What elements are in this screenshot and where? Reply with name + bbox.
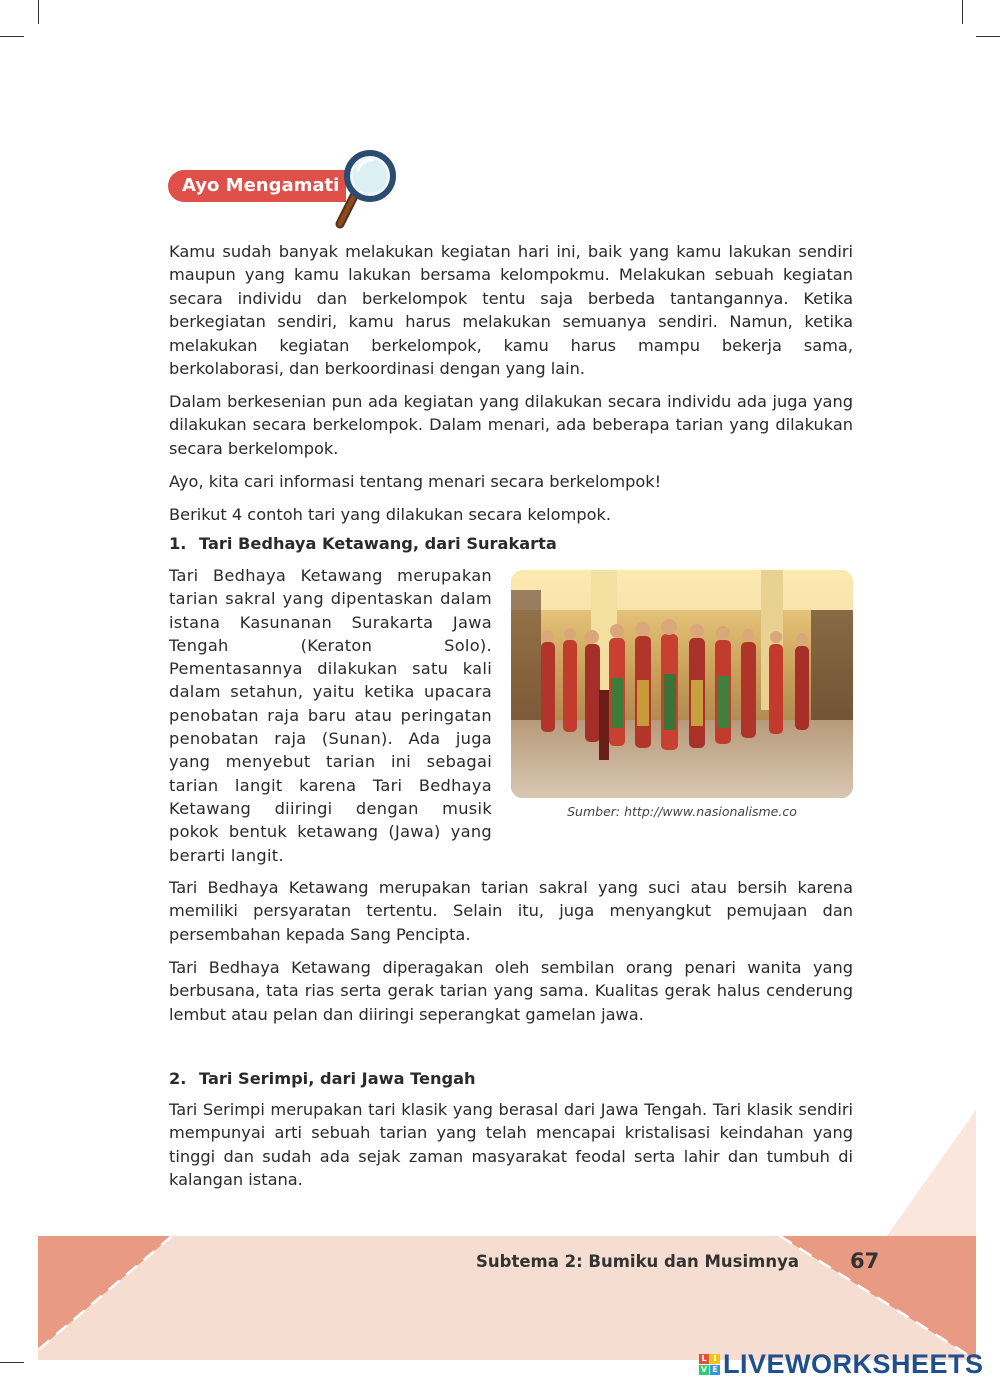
logo-letter: V xyxy=(700,1364,708,1374)
footer-subtema: Subtema 2: Bumiku dan Musimnya xyxy=(476,1252,799,1271)
photo-caption: Sumber: http://www.nasionalisme.co xyxy=(567,804,797,819)
paragraph: Tari Serimpi merupakan tari klasik yang berasal dari Jawa Tengah. Tari klasik sendiri mempunyai arti sebuah tarian yang telah mencapai kristalisasi keindahan yang tinggi dan sudah ada sejak zaman masyarakat feodal serta lahir dan tumbuh di kalangan istana. xyxy=(169,1100,853,1190)
paragraph: Ayo, kita cari informasi tentang menari secara berkelompok! xyxy=(169,471,662,491)
liveworksheets-logo[interactable] xyxy=(699,1346,984,1382)
paragraph: Dalam berkesenian pun ada kegiatan yang dilakukan secara individu ada juga yang dilakukan secara berkelompok. Dalam menari, ada beberapa tarian yang dilakukan secara berkelompok. xyxy=(169,391,853,458)
logo-letter: L xyxy=(699,1354,709,1364)
section-number: 1. xyxy=(169,534,187,553)
logo-grid-icon xyxy=(699,1354,720,1375)
paragraph: Tari Bedhaya Ketawang diperagakan oleh sembilan orang penari wanita yang berbusana, tata rias serta gerak tarian yang sama. Kualitas gerak halus cenderung lembut atau pelan dan diiringi seperangkat gamelan jawa. xyxy=(169,957,853,1024)
paragraph: Kamu sudah banyak melakukan kegiatan hari ini, baik yang kamu lakukan sendiri maupun yang kamu lakukan bersama kelompokmu. Melakukan sebuah kegiatan secara individu dan berkelompok tentu saja berbeda tantangannya. Ketika berkegiatan sendiri, kamu harus melakukan semuanya sendiri. Namun, ketika melakukan kegiatan berkelompok, kamu harus mampu bekerja sama, berkolaborasi, dan berkoordinasi dengan yang lain. xyxy=(169,242,853,379)
section-title: Tari Bedhaya Ketawang, dari Surakarta xyxy=(199,534,557,553)
page-number: 67 xyxy=(850,1249,880,1273)
paragraph: Berikut 4 contoh tari yang dilakukan secara kelompok. xyxy=(169,504,612,524)
logo-text: LIVEWORKSHEETS xyxy=(723,1348,984,1379)
section-title: Tari Serimpi, dari Jawa Tengah xyxy=(199,1069,476,1088)
section-header: Ayo Mengamati xyxy=(168,170,346,202)
paragraph: Tari Bedhaya Ketawang merupakan tarian sakral yang suci atau bersih karena memiliki persyaratan tertentu. Selain itu, juga menyangkut pemujaan dan persembahan kepada Sang Pencipta. xyxy=(169,878,853,944)
logo-letter: I xyxy=(710,1354,720,1364)
section1-side-text: Tari Bedhaya Ketawang merupakan tarian sakral yang dipentaskan dalam istana Kasunanan Surakarta Jawa Tengah (Keraton Solo). Pementasannya dilakukan satu kali dalam setahun, yaitu ketika upacara penobatan raja baru atau peringatan penobatan raja (Sunan). Ada juga yang menyebut tarian ini sebagai tarian langit karena Tari Bedhaya Ketawang diiringi dengan musik pokok bentuk ketawang (Jawa) yang berarti langit. xyxy=(169,566,492,865)
section-number: 2. xyxy=(169,1069,187,1088)
logo-letter: E xyxy=(710,1365,720,1375)
